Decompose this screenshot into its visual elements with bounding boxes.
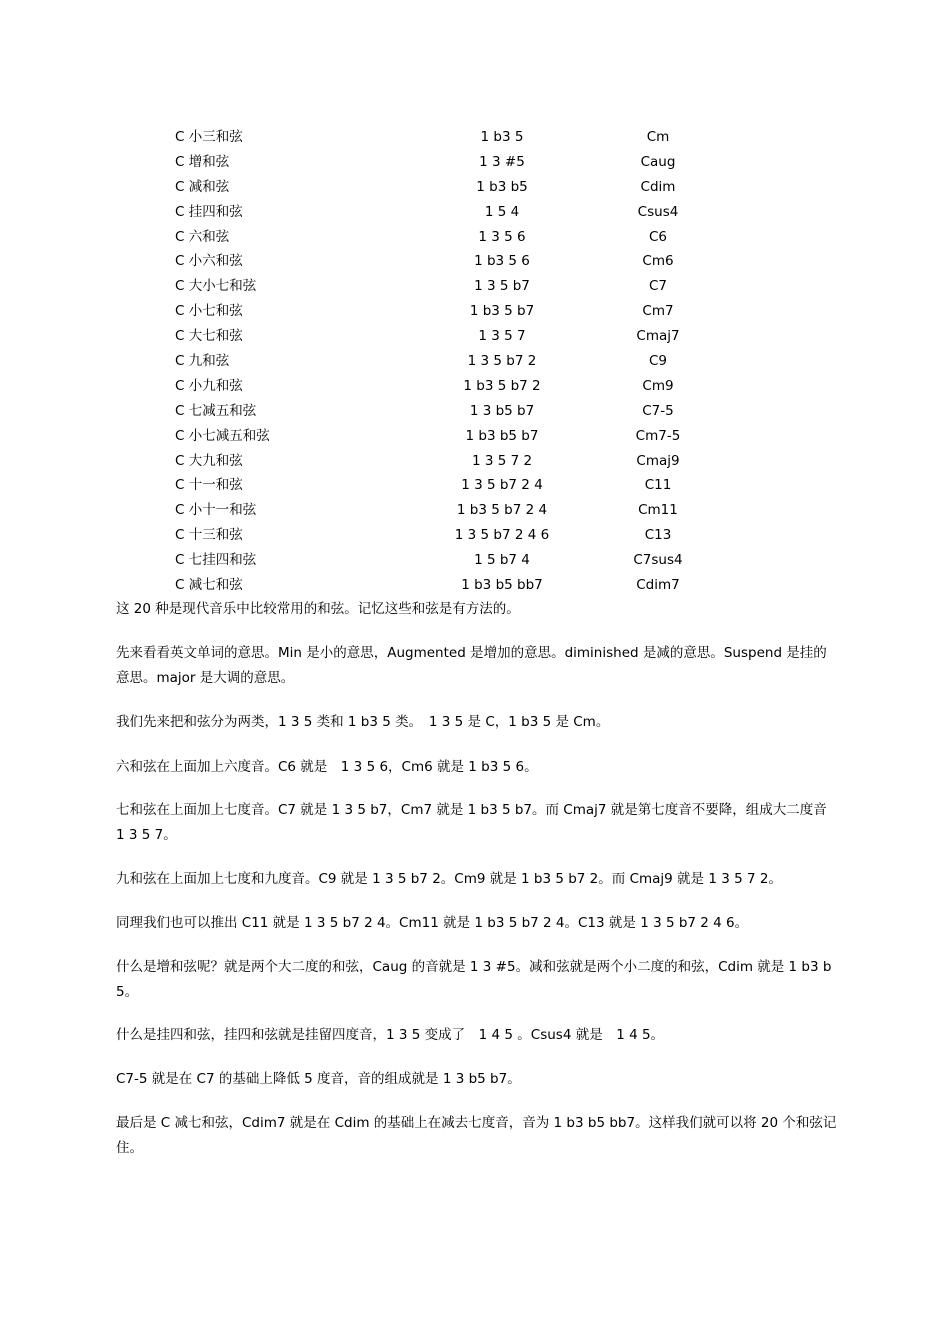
- chord-symbol: Cmaj7: [636, 328, 680, 345]
- chord-notes: 1 b3 5: [480, 129, 524, 145]
- chord-row: [0, 150, 950, 175]
- chord-row: [0, 125, 950, 150]
- ninth-chord-paragraph: 九和弦在上面加上七度和九度音。C9 就是 1 3 5 b7 2。Cm9 就是 1 b3 5 b7 2。而 Cmaj9 就是 1 3 5 7 2。: [116, 871, 782, 887]
- chord-symbol: C13: [644, 527, 672, 544]
- chord-name: C 小六和弦: [175, 253, 243, 270]
- chord-name: C 十三和弦: [175, 527, 243, 544]
- chord-row: [0, 175, 950, 200]
- chord-notes: 1 3 5 7: [478, 328, 526, 345]
- chord-row: [0, 349, 950, 374]
- sixth-chord-paragraph: 六和弦在上面加上六度音。C6 就是 1 3 5 6，Cm6 就是 1 b3 5 6。: [116, 759, 538, 775]
- chord-name: C 七减五和弦: [175, 402, 257, 419]
- chord-symbol: Cmaj9: [636, 452, 680, 469]
- chord-name: C 增和弦: [175, 153, 230, 170]
- chord-notes: 1 b3 5 6: [474, 253, 530, 270]
- chord-symbol: C7-5: [642, 402, 674, 419]
- chord-notes: 1 3 #5: [479, 153, 525, 170]
- chord-notes: 1 3 5 6: [478, 228, 526, 245]
- chord-name: C 小七和弦: [175, 303, 243, 320]
- seventh-chord-paragraph: 七和弦在上面加上七度音。C7 就是 1 3 5 b7，Cm7 就是 1 b3 5 b7。而 Cmaj7 就是第七度音不要降，组成大二度音 1 3 5 7。: [116, 802, 832, 843]
- chord-notes: 1 b3 b5: [476, 178, 528, 195]
- chord-row: [0, 449, 950, 474]
- extended-chord-paragraph: 同理我们也可以推出 C11 就是 1 3 5 b7 2 4。Cm11 就是 1 b3 5 b7 2 4。C13 就是 1 3 5 b7 2 4 6。: [116, 915, 749, 931]
- chord-name: C 六和弦: [175, 228, 230, 245]
- chord-name: C 挂四和弦: [175, 203, 243, 220]
- chord-notes: 1 3 5 b7 2 4: [461, 477, 543, 494]
- chord-row: [0, 249, 950, 274]
- chord-name: C 大七和弦: [175, 328, 243, 345]
- chord-notes: 1 b3 5 b7 2: [463, 377, 541, 394]
- chord-symbol: Cdim: [640, 178, 676, 195]
- chord-notes: 1 3 5 b7 2 4 6: [454, 527, 550, 544]
- chord-row: [0, 324, 950, 349]
- chord-symbol: Cdim7: [636, 577, 680, 594]
- sus4-paragraph: 什么是挂四和弦，挂四和弦就是挂留四度音，1 3 5 变成了 1 4 5 。Csus4 就是 1 4 5。: [116, 1027, 665, 1043]
- chord-row: [0, 573, 950, 598]
- chord-row: [0, 374, 950, 399]
- chord-name: C 大小七和弦: [175, 278, 257, 295]
- chord-symbol: C7sus4: [633, 552, 683, 569]
- chord-symbol: Cm7: [642, 303, 674, 320]
- chord-row: [0, 424, 950, 449]
- chord-name: C 减和弦: [175, 178, 230, 195]
- chord-notes: 1 5 4: [484, 203, 520, 220]
- chord-symbol: Cm11: [638, 502, 678, 519]
- chord-symbol: C11: [644, 477, 672, 494]
- chord-row: [0, 274, 950, 299]
- chord-notes: 1 b3 b5 b7: [465, 427, 539, 444]
- aug-dim-paragraph: 什么是增和弦呢？就是两个大二度的和弦，Caug 的音就是 1 3 #5。减和弦就是两个小二度的和弦，Cdim 就是 1 b3 b5。: [116, 959, 832, 1000]
- chord-name: C 十一和弦: [175, 477, 243, 494]
- chord-symbol: C9: [648, 353, 667, 370]
- chord-symbol: Cm6: [642, 253, 674, 270]
- chord-row: [0, 498, 950, 523]
- chord-symbol: Cm7-5: [635, 427, 681, 444]
- chord-row: [0, 200, 950, 225]
- chord-row: [0, 548, 950, 573]
- chord-symbol: C6: [648, 228, 667, 245]
- seven-flat-five-paragraph: C7-5 就是在 C7 的基础上降低 5 度音，音的组成就是 1 3 b5 b7。: [116, 1071, 521, 1087]
- summary-paragraph: 这 20 种是现代音乐中比较常用的和弦。记忆这些和弦是有方法的。: [116, 601, 520, 617]
- chord-row: [0, 399, 950, 424]
- chord-name: C 大九和弦: [175, 452, 243, 469]
- chord-row: [0, 523, 950, 548]
- chord-notes: 1 3 5 b7: [474, 278, 530, 295]
- chord-notes: 1 3 b5 b7: [469, 402, 535, 419]
- chord-name: C 九和弦: [175, 353, 230, 370]
- dim7-paragraph: 最后是 C 减七和弦，Cdim7 就是在 Cdim 的基础上在减去七度音，音为 1 b3 b5 bb7。这样我们就可以将 20 个和弦记住。: [116, 1115, 837, 1156]
- chord-name: C 小七减五和弦: [175, 427, 270, 444]
- chord-symbol: C7: [648, 278, 667, 295]
- chord-name: C 小九和弦: [175, 377, 243, 394]
- chord-name: C 小十一和弦: [175, 502, 257, 519]
- chord-symbol: Cm: [646, 129, 670, 145]
- chord-notes: 1 3 5 b7 2: [467, 353, 537, 370]
- chord-row: [0, 225, 950, 250]
- chord-table: [0, 125, 950, 598]
- terms-paragraph: 先来看看英文单词的意思。Min 是小的意思，Augmented 是增加的意思。diminished 是减的意思。Suspend 是挂的意思。major 是大调的意思。: [116, 645, 827, 686]
- chord-notes: 1 3 5 7 2: [471, 452, 533, 469]
- chord-name: C 小三和弦: [175, 129, 243, 145]
- chord-name: C 七挂四和弦: [175, 552, 257, 569]
- chord-name: C 减七和弦: [175, 577, 243, 594]
- chord-notes: 1 b3 5 b7: [469, 303, 535, 320]
- chord-notes: 1 5 b7 4: [474, 552, 530, 569]
- chord-symbol: Caug: [640, 153, 676, 170]
- chord-notes: 1 b3 5 b7 2 4: [456, 502, 548, 519]
- chord-notes: 1 b3 b5 bb7: [461, 577, 543, 594]
- chord-row: [0, 299, 950, 324]
- chord-symbol: Csus4: [637, 203, 679, 220]
- chord-symbol: Cm9: [642, 377, 674, 394]
- categories-paragraph: 我们先来把和弦分为两类，1 3 5 类和 1 b3 5 类。 1 3 5 是 C，1 b3 5 是 Cm。: [116, 714, 610, 730]
- chord-row: [0, 473, 950, 498]
